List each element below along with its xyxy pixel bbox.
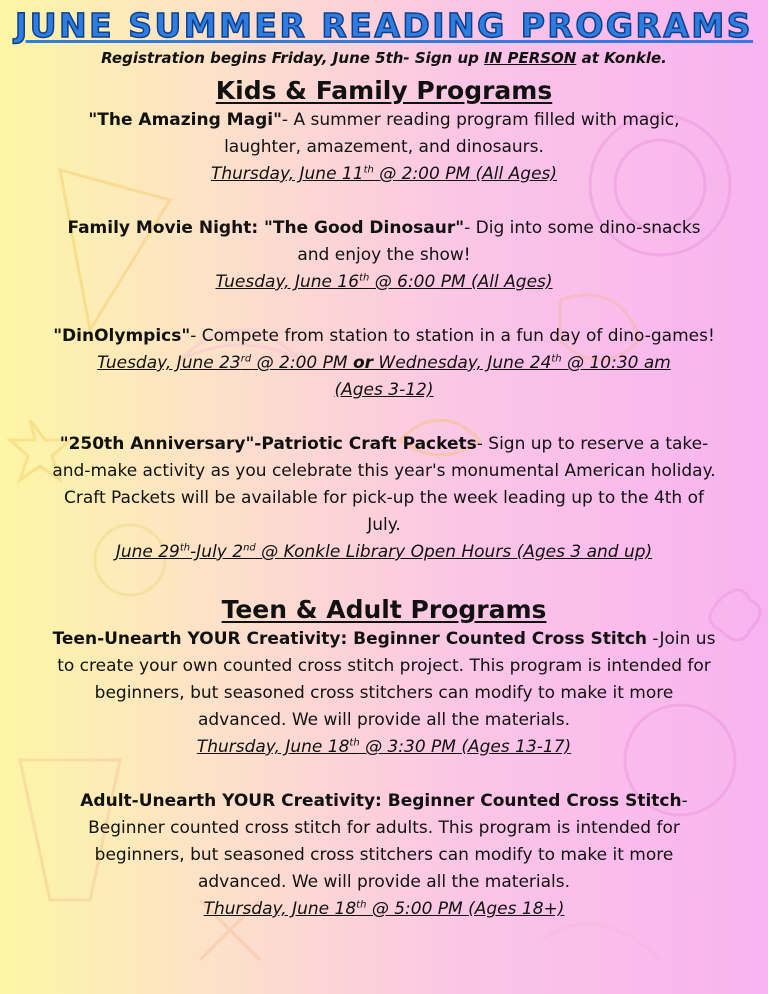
schedule-part: @ 2:00 PM [251, 353, 353, 373]
program-schedule [50, 539, 718, 566]
registration-suffix: at Konkle. [576, 49, 667, 67]
schedule-part: @ 5:00 PM (Ages 18+) [366, 899, 565, 919]
program-desc: -Join us to create your own counted cross stitch project. This program is intended for beginners, but seasoned cross stitchers can modify to make it more advanced. We will provide all the materials. [57, 629, 716, 730]
kids-section-title: Kids & Family Programs [215, 76, 553, 105]
schedule-sup: th [363, 164, 374, 176]
program-schedule [50, 161, 718, 188]
schedule-part: Thursday, June 18 [203, 899, 357, 919]
schedule-part: Tuesday, June 16 [215, 272, 360, 292]
program-teen-cross-stitch [0, 626, 768, 761]
schedule-part: Wednesday, June 24 [373, 353, 552, 373]
schedule-part: @ 6:00 PM (All Ages) [369, 272, 553, 292]
program-desc: - A summer reading program filled with magic, laughter, amazement, and dinosaurs. [224, 110, 680, 157]
program-name: "The Amazing Magi" [88, 110, 282, 130]
schedule-sup: rd [240, 353, 252, 365]
schedule-sup: th [179, 542, 191, 554]
page-title: JUNE SUMMER READING PROGRAMS [14, 6, 754, 45]
registration-emphasis: IN PERSON [484, 49, 577, 67]
program-movie-night [0, 215, 768, 296]
schedule-part: @ 3:30 PM (Ages 13-17) [359, 737, 572, 757]
schedule-part: @ Konkle Library Open Hours (Ages 3 and up) [255, 542, 653, 562]
program-dinolympics [0, 323, 768, 404]
program-adult-cross-stitch [0, 788, 768, 923]
schedule-part: Tuesday, June 23 [97, 353, 241, 373]
program-name: Adult-Unearth YOUR Creativity: Beginner Counted Cross Stitch [80, 791, 682, 811]
schedule-sup: th [359, 272, 370, 284]
program-name: Teen-Unearth YOUR Creativity: Beginner Counted Cross Stitch [52, 629, 647, 649]
schedule-part: Thursday, June 11 [210, 164, 364, 184]
registration-note [0, 47, 768, 69]
schedule-part: -July 2 [190, 542, 244, 562]
program-desc: - Sign up to reserve a take-and-make activity as you celebrate this year's monumental American holiday. Craft Packets will be available for pick-up the week leading up to the 4th of July. [52, 434, 716, 535]
schedule-part: Thursday, June 18 [196, 737, 350, 757]
program-name: "DinOlympics" [53, 326, 191, 346]
program-anniversary [0, 431, 768, 566]
registration-prefix: Registration begins Friday, June 5th- Sign up [101, 49, 485, 67]
schedule-sup: th [356, 899, 367, 911]
program-ages: (Ages 3-12) [334, 380, 434, 400]
teen-adult-section-title: Teen & Adult Programs [221, 595, 547, 624]
program-name: Family Movie Night: "The Good Dinosaur" [67, 218, 465, 238]
program-schedule [50, 896, 718, 923]
program-desc: - Dig into some dino-snacks and enjoy the show! [297, 218, 701, 265]
schedule-sup: nd [243, 542, 256, 554]
program-magi [0, 107, 768, 188]
program-schedule [50, 269, 718, 296]
schedule-sup: th [349, 737, 360, 749]
schedule-or: or [352, 353, 374, 373]
program-desc: - Compete from station to station in a fun day of dino-games! [190, 326, 715, 346]
program-schedule [50, 350, 718, 377]
program-desc: -Beginner counted cross stitch for adults. This program is intended for beginners, but seasoned cross stitchers can modify to make it more advanced. We will provide all the materials. [88, 791, 688, 892]
schedule-sup: th [551, 353, 562, 365]
program-schedule [50, 734, 718, 761]
schedule-part: @ 10:30 am [561, 353, 671, 373]
schedule-part: @ 2:00 PM (All Ages) [373, 164, 558, 184]
schedule-part: June 29 [115, 542, 180, 562]
program-name: "250th Anniversary"-Patriotic Craft Packets [59, 434, 477, 454]
